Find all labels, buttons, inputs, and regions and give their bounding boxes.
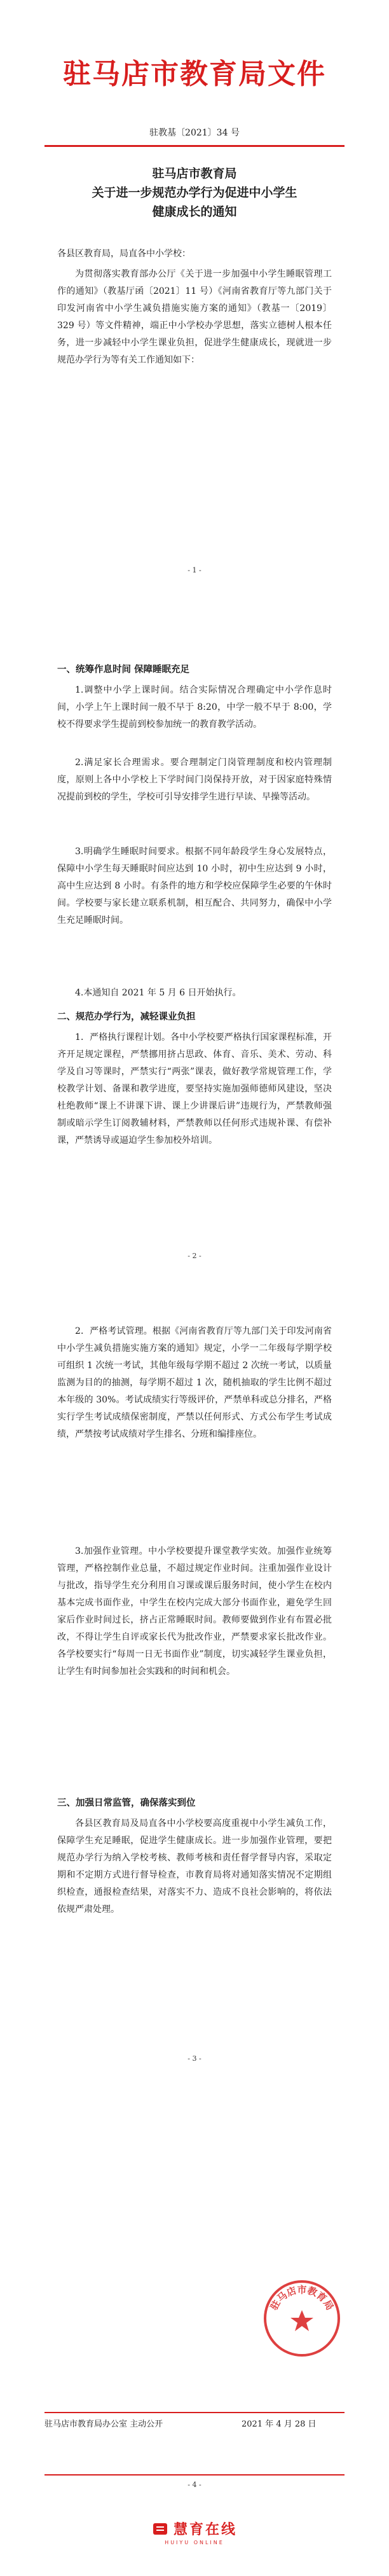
footer-office: 驻马店市教育局办公室 主动公开 — [44, 2420, 163, 2429]
brand-logo-icon — [152, 2521, 168, 2537]
section-2-item-1: 1．严格执行课程计划。各中小学校要严格执行国家课程标准，开齐开足规定课程，严禁挪用挤占思政、体育、音乐、美术、劳动、科学及自习等课时，严禁实行“两张”课表，做好教学常规管理工作，学校教学计划、备课和教学进度，要坚持实施加强师德师风建设，坚决杜绝教师“课上不讲课下讲、课上少讲课后讲”违规行为，严禁教师强制或暗示学生订阅教辅材料，严禁教师以任何形式违规补课、有偿补课，严禁诱导或逼迫学生参加校外培训。 — [57, 1032, 332, 1146]
footer-divider-top — [44, 2412, 345, 2413]
footer-date: 2021 年 4 月 28 日 — [242, 2420, 317, 2429]
document-number: 驻教基〔2021〕34 号 — [149, 128, 240, 138]
notice-title-line1: 驻马店市教育局 — [152, 167, 237, 181]
notice-title — [0, 164, 389, 221]
section-2-item-3: 3.加强作业管理。中小学校要提升课堂教学实效。加强作业统筹管理，严格控制作业总量，不超过规定作业时间。注重加强作业设计与批改，指导学生充分利用自习课或课后服务时间，使小学生在校内基本完成书面作业，中学生在校内完成大部分书面作业，避免学生回家后作业时间过长，挤占正常睡眠时间。教师要做到作业有布置必批改，不得让学生自评或家长代为批改作业，严禁要求家长批改作业。各学校要实行“每周一日无书面作业”制度，切实减轻学生课业负担，让学生有时间参加社会实践和的时间和机会。 — [57, 1546, 332, 1677]
page-number-3: - 3 - — [188, 2054, 201, 2063]
page-number-4: - 4 - — [188, 2481, 201, 2489]
intro-paragraph: 为贯彻落实教育部办公厅《关于进一步加强中小学生睡眠管理工作的通知》（教基厅函〔2021〕11 号）《河南省教育厅等九部门关于印发河南省中小学生减负措施实施方案的通知》（教基一〔2019〕329 号）等文件精神，端正中小学校办学思想，落实立德树人根本任务，进一步减轻中小学生课业负担，促进学生健康成长，现就进一步规范办学行为等有关工作通知如下： — [57, 269, 332, 365]
section-3-heading: 三、加强日常监管，确保落实到位 — [57, 1798, 196, 1808]
section-2-heading: 二、规范办学行为，减轻课业负担 — [57, 1012, 196, 1022]
notice-title-line3: 健康成长的通知 — [152, 205, 237, 219]
bureau-document-title: 驻马店市教育局文件 — [63, 58, 326, 90]
section-1-heading: 一、统筹作息时间 保障睡眠充足 — [57, 665, 190, 675]
footer-divider-bottom — [44, 2474, 345, 2476]
section-1-item-4: 4.本通知自 2021 年 5 月 6 日开始执行。 — [75, 988, 242, 998]
watermark-logo — [0, 2519, 389, 2538]
page-number-2: - 2 - — [188, 1252, 201, 1260]
page-number-1: - 1 - — [188, 566, 201, 574]
watermark-brand-text: 慧育在线 — [173, 2522, 237, 2538]
notice-title-line2: 关于进一步规范办学行为促进中小学生 — [92, 186, 297, 200]
section-2-item-2: 2．严格考试管理。根据《河南省教育厅等九部门关于印发河南省中小学生减负措施实施方案的通知》规定，小学一二年级每学期学校可组织 1 次统一考试，其他年级每学期不超过 2 次统一考试，以质量监测为目的的抽测，每学期不超过 1 次，随机抽取的学生比例不超过本年级的 30%。考试成绩实行等级评价，严禁单科或总分排名，严格实行学生考试成绩保密制度，严禁以任何形式、方式公布学生考试成绩，严禁按考试成绩对学生排名、分班和编排座位。 — [57, 1326, 332, 1439]
section-3-body: 各县区教育局及局直各中小学校要高度重视中小学生减负工作，保障学生充足睡眠，促进学生健康成长。进一步加强作业管理，要把规范办学行为纳入学校考核、教师考核和责任督学督导内容，采取定期和不定期方式进行督导检查，市教育局将对通知落实情况不定期组织检查，通报检查结果，对落实不力、造成不良社会影响的，将依法依规严肃处理。 — [57, 1818, 332, 1915]
section-1-item-2: 2.满足家长合理需求。要合理制定门岗管理制度和校内管理制度，原则上各中小学校上下学时间门岗保持开放，对于因家庭特殊情况提前到校的学生，学校可引导安排学生进行早读、早操等活动。 — [57, 758, 332, 802]
section-1-item-1: 1.调整中小学上课时间。结合实际情况合理确定中小学作息时间，小学上午上课时间一般不早于 8:20，中学一般不早于 8:00，学校不得要求学生提前到校参加统一的教育教学活动。 — [57, 685, 332, 730]
addressee: 各县区教育局，局直各中小学校： — [57, 249, 191, 259]
official-seal-icon — [261, 2277, 343, 2360]
section-1-item-3: 3.明确学生睡眠时间要求。根据不同年龄段学生身心发展特点，保障中小学生每天睡眠时间应达到 10 小时，初中生应达到 9 小时，高中生应达到 8 小时。有条件的地方和学校应保障学生必要的午休时间。学校要与家长建立联系机制，相互配合、共同努力，确保中小学生充足睡眠时间。 — [57, 847, 332, 925]
watermark-sub-text: HUIYU ONLINE — [165, 2540, 224, 2545]
red-divider-top — [44, 145, 345, 147]
svg-text:驻马店市教育局: 驻马店市教育局 — [268, 2284, 336, 2313]
